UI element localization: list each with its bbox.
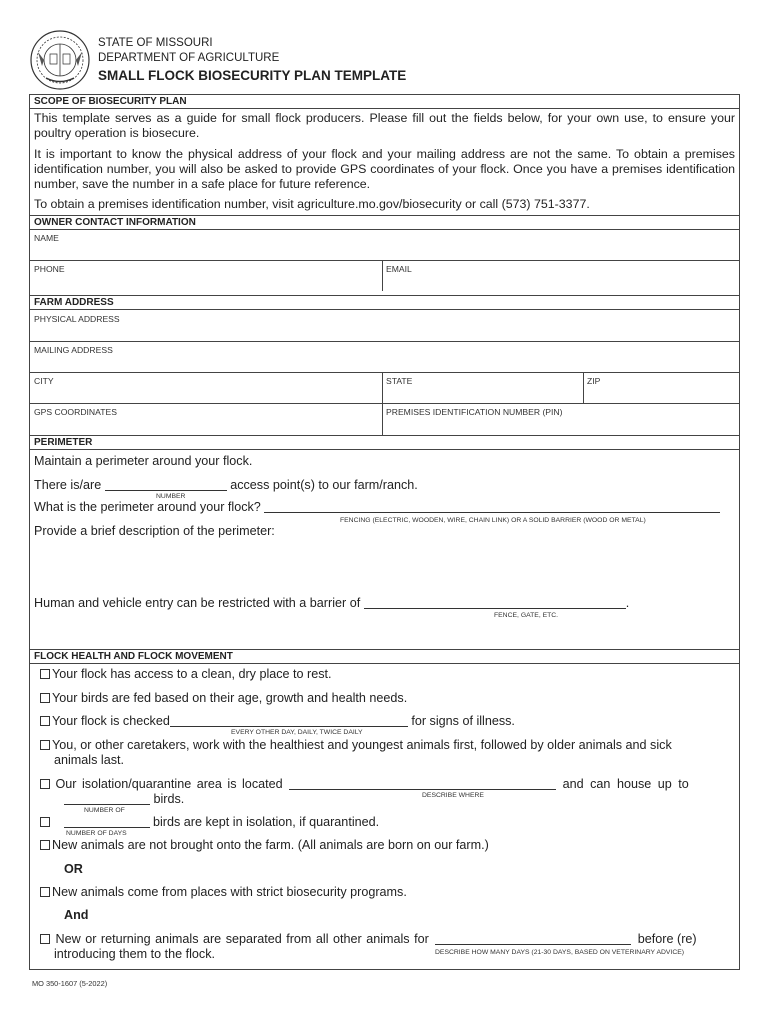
perimeter-description-field[interactable] — [34, 541, 735, 593]
name-label: NAME — [34, 233, 59, 243]
checkbox-strict-sources[interactable] — [40, 887, 50, 897]
missouri-state-seal — [30, 30, 90, 90]
name-field[interactable] — [30, 230, 739, 260]
checkbox-fed[interactable] — [40, 693, 50, 703]
perimeter-line-1: Maintain a perimeter around your flock. — [34, 454, 253, 468]
quarantine-days-hint: NUMBER OF DAYS — [66, 830, 127, 837]
perimeter-type-line: What is the perimeter around your flock? — [34, 500, 720, 514]
and-label: And — [64, 908, 89, 922]
form-number: MO 350-1607 (5-2022) — [32, 979, 108, 988]
scope-paragraph-2: It is important to know the physical address of your flock and your mailing address are not the same. To obtain a premises identification number, you will also be asked to provide GPS coordinates of your flock. Once you have a premises identification number, save the number in a safe place for future reference. — [34, 147, 735, 191]
flock-item-fed: Your birds are fed based on their age, growth and health needs. — [40, 691, 407, 705]
barrier-blank[interactable] — [364, 596, 626, 609]
scope-paragraph-1: This template serves as a guide for small flock producers. Please fill out the fields below, for your own use, to ensure your poultry operation is biosecure. — [34, 111, 735, 140]
isolation-capacity-blank[interactable] — [64, 792, 150, 805]
flock-item-separation: New or returning animals are separated from all other animals for before (re) — [40, 932, 737, 946]
physical-address-field[interactable] — [30, 310, 739, 340]
phone-field[interactable] — [30, 261, 382, 291]
flock-item-checked: Your flock is checked for signs of illness. — [40, 714, 515, 728]
flock-item-isolation: Our isolation/quarantine area is located and can house up to — [40, 777, 737, 791]
section-scope-heading: SCOPE OF BIOSECURITY PLAN — [30, 95, 739, 109]
checkbox-no-new[interactable] — [40, 840, 50, 850]
checkbox-order[interactable] — [40, 740, 50, 750]
flock-item-rest: Your flock has access to a clean, dry place to rest. — [40, 667, 332, 681]
page-title: SMALL FLOCK BIOSECURITY PLAN TEMPLATE — [98, 68, 407, 83]
perimeter-access-line: There is/are access point(s) to our farm/ranch. — [34, 478, 418, 492]
flock-item-isolation-cont: birds. — [64, 792, 184, 806]
pin-label: PREMISES IDENTIFICATION NUMBER (PIN) — [386, 407, 563, 417]
separation-days-blank[interactable] — [435, 932, 631, 945]
flock-item-quarantine: birds are kept in isolation, if quarantined. — [40, 815, 379, 829]
biosecurity-form — [29, 94, 740, 970]
mailing-address-field[interactable] — [30, 342, 739, 371]
checkbox-quarantine[interactable] — [40, 817, 50, 827]
flock-item-no-new: New animals are not brought onto the farm. (All animals are born on our farm.) — [40, 838, 489, 852]
checkbox-isolation[interactable] — [40, 779, 50, 789]
city-label: CITY — [34, 376, 54, 386]
zip-label: ZIP — [587, 376, 601, 386]
checkbox-checked[interactable] — [40, 716, 50, 726]
gps-field[interactable] — [30, 404, 382, 435]
separation-days-hint: DESCRIBE HOW MANY DAYS (21-30 DAYS, BASED ON VETERINARY ADVICE) — [435, 949, 685, 956]
phone-label: PHONE — [34, 264, 65, 274]
barrier-hint: FENCE, GATE, ETC. — [494, 612, 559, 619]
access-points-blank[interactable] — [105, 478, 227, 491]
perimeter-type-blank[interactable] — [264, 500, 720, 513]
zip-field[interactable] — [584, 373, 739, 402]
flock-item-separation-cont: introducing them to the flock. — [54, 947, 216, 961]
section-farm-heading: FARM ADDRESS — [30, 295, 739, 310]
header-state: STATE OF MISSOURI — [98, 37, 213, 49]
check-frequency-hint: EVERY OTHER DAY, DAILY, TWICE DAILY — [231, 729, 363, 736]
flock-item-order-cont: animals last. — [54, 753, 124, 767]
header-department: DEPARTMENT OF AGRICULTURE — [98, 52, 280, 64]
flock-item-strict-sources: New animals come from places with strict biosecurity programs. — [40, 885, 407, 899]
isolation-capacity-hint: NUMBER OF — [84, 807, 125, 814]
state-label: STATE — [386, 376, 413, 386]
checkbox-separation[interactable] — [40, 934, 50, 944]
gps-label: GPS COORDINATES — [34, 407, 117, 417]
perimeter-description-prompt: Provide a brief description of the perimeter: — [34, 524, 275, 538]
quarantine-days-blank[interactable] — [64, 815, 150, 828]
check-frequency-blank[interactable] — [170, 714, 408, 727]
city-field[interactable] — [30, 373, 382, 402]
checkbox-rest[interactable] — [40, 669, 50, 679]
state-field[interactable] — [383, 373, 583, 402]
pin-field[interactable] — [383, 404, 739, 435]
scope-paragraph-3: To obtain a premises identification number, visit agriculture.mo.gov/biosecurity or call (573) 751-3377. — [34, 197, 590, 211]
physical-address-label: PHYSICAL ADDRESS — [34, 314, 120, 324]
section-perimeter-heading: PERIMETER — [30, 435, 739, 450]
section-flock-heading: FLOCK HEALTH AND FLOCK MOVEMENT — [30, 649, 739, 664]
barrier-line: Human and vehicle entry can be restricted with a barrier of . — [34, 596, 630, 610]
isolation-location-blank[interactable] — [289, 777, 556, 790]
access-points-hint: NUMBER — [156, 493, 186, 500]
perimeter-type-hint: FENCING (ELECTRIC, WOODEN, WIRE, CHAIN LINK) OR A SOLID BARRIER (WOOD OR METAL) — [340, 517, 646, 524]
section-owner-heading: OWNER CONTACT INFORMATION — [30, 215, 739, 230]
or-label: OR — [64, 862, 83, 876]
email-field[interactable] — [383, 261, 739, 291]
isolation-location-hint: DESCRIBE WHERE — [422, 792, 484, 799]
mailing-address-label: MAILING ADDRESS — [34, 345, 113, 355]
email-label: EMAIL — [386, 264, 412, 274]
flock-item-order: You, or other caretakers, work with the healthiest and youngest animals first, followed by older animals and sick — [40, 738, 672, 752]
